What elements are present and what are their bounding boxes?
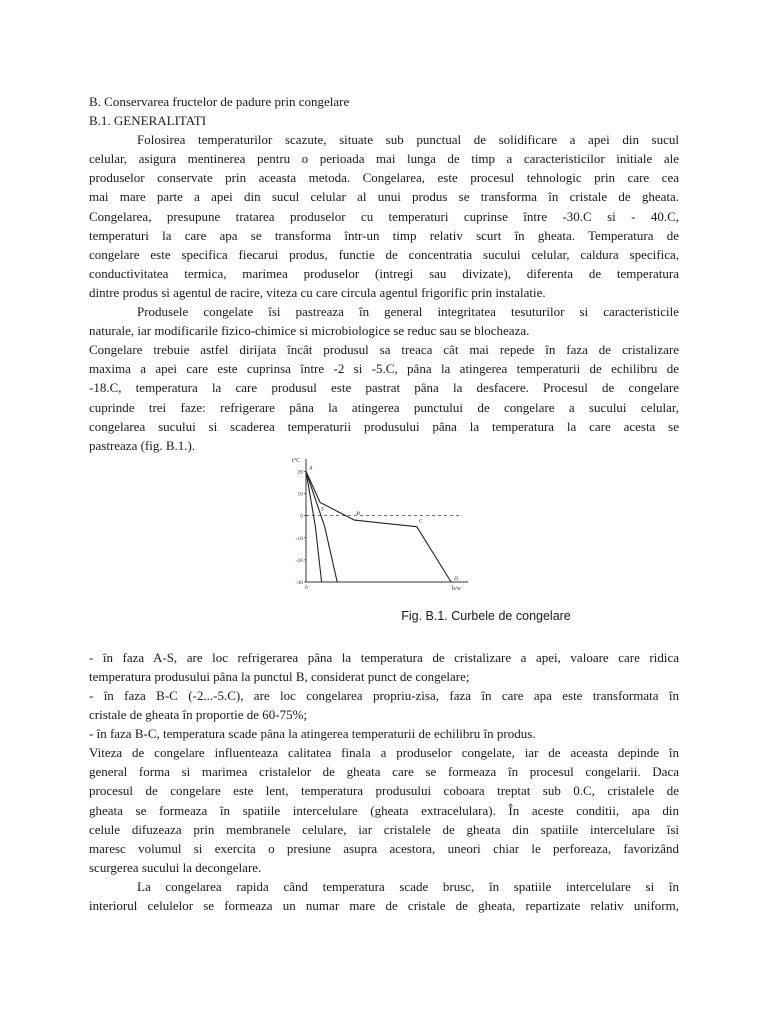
text-line: gheata se formeaza în spatiile intercelulare (gheata extracelulara). În aceste conditii, apa din: [89, 802, 679, 818]
text-line: conductivitatea termica, marimea produselor (intregi sau divizate), diferenta de temperatura: [89, 265, 679, 281]
freezing-curve-2: [306, 471, 337, 582]
text-line: dintre produs si agentul de racire, viteza cu care circula agentul frigorific prin instalatie.: [89, 284, 546, 300]
freezing-curve-1: [306, 471, 451, 582]
text-line: scurgerea sucului la decongelare.: [89, 859, 262, 875]
text-line: celular, asigura mentinerea pentru o perioada mai lunga de timp a caracteristicilor initiale ale: [89, 151, 679, 167]
paragraph-generalitati: [89, 130, 679, 302]
bullet-line: - în faza B-C (-2...-5.C), are loc congelarea propriu-zisa, faza în care apa este transformata în: [89, 687, 679, 703]
paragraph-viteza: [89, 743, 679, 877]
text-line: Congelare trebuie astfel dirijata încât produsul sa treaca cât mai repede în faza de cristalizare: [89, 342, 679, 358]
bullet-line: - în faza B-C, temperatura scade pâna la atingerea temperaturii de echilibru în produs.: [89, 726, 536, 742]
text-line: Congelarea, presupune tratarea produselor cu temperaturi cuprinse între -30.C si - 40.C,: [89, 208, 679, 224]
text-line: congelare este specifica fiecarui produs, functie de concentratia sucului celular, caldura specifica,: [89, 246, 679, 262]
x-origin-label: 0: [305, 584, 308, 591]
phase-list: [89, 648, 679, 743]
text-line: mai mare parte a apei din sucul celular al unui produs se transforma în cristale de gheata.: [89, 189, 679, 205]
x-axis-label: h/w: [452, 585, 461, 592]
text-line: Viteza de congelare influenteaza calitatea finala a produselor congelate, iar de aceasta depinde în: [89, 745, 679, 761]
section-subtitle: B.1. GENERALITATI: [89, 113, 207, 129]
text-line: pastreaza (fig. B.1.).: [89, 437, 196, 453]
figure-freezing-curves: [89, 455, 679, 648]
bullet-line: cristale de gheata în proportie de 60-75%;: [89, 707, 308, 723]
curve-point-label: C: [418, 518, 423, 525]
figure-caption: Fig. B.1. Curbele de congelare: [401, 608, 571, 623]
text-line: temperaturi la care apa se transforma într-un timp relativ scurt în gheata. Temperatura de: [89, 227, 679, 243]
section-title: B. Conservarea fructelor de padure prin congelare: [89, 94, 350, 109]
text-line: maresc volumul si exercita o presiune asupra acestora, uneori chiar le perforeaza, favorizând: [89, 840, 679, 856]
chart-curves: [306, 471, 451, 582]
text-line: congelarea sucului si scaderea temperaturii produsului pâna la temperatura la care acesta se: [89, 418, 679, 434]
text-line: naturale, iar modificarile fizico-chimice si microbiologice se reduc sau se blocheaza.: [89, 323, 530, 339]
text-line: cuprinde trei faze: refrigerare pâna la atingerea punctului de congelare a sucului celular,: [89, 399, 679, 415]
text-line: interiorul celulelor se formeaza un numar mare de cristale de gheata, repartizate relativ uniform,: [89, 898, 679, 913]
bullet-line: - în faza A-S, are loc refrigerarea pâna la temperatura de cristalizare a apei, valoare care ridica: [89, 649, 679, 665]
paragraph-dirijare: [89, 340, 679, 455]
y-tick-label: -10: [295, 535, 303, 542]
paragraph-integritate: [89, 302, 679, 340]
y-tick-label: -30: [295, 579, 303, 586]
y-axis-label: t°C: [292, 457, 301, 464]
curve-point-label: A: [309, 465, 313, 472]
y-tick-label: 20: [297, 469, 303, 476]
text-line: Produsele congelate îsi pastreaza în general integritatea tesuturilor si caracteristicile: [137, 304, 679, 320]
text-line: celule difuzeaza prin membranele celulare, iar cristalele de gheata din spatiile intercelulare îsi: [89, 821, 679, 837]
chart-point-labels: [308, 465, 458, 582]
y-tick-label: 0: [300, 513, 303, 520]
curve-point-label: D: [454, 575, 459, 582]
text-line: Folosirea temperaturilor scazute, situate sub punctual de solidificare a apei din sucul: [137, 132, 679, 148]
text-line: general forma si marimea cristalelor de gheata care se formeaza în procesul congelarii. Daca: [89, 764, 679, 780]
y-tick-label: -20: [295, 557, 303, 564]
text-line: maxima a apei care este cuprinsa între -2 si -5.C, pâna la atingerea temperaturii de echilibru de: [89, 361, 679, 377]
freezing-curve-chart: [284, 455, 484, 600]
text-line: procesul de congelare este lent, temperatura produsului coboara treptat sub 0.C, cristalele de: [89, 783, 679, 799]
curve-point-label: B: [356, 510, 360, 517]
text-line: La congelarea rapida când temperatura scade brusc, în spatiile intercelulare si în: [137, 878, 679, 894]
paragraph-rapida: [89, 877, 679, 915]
bullet-line: temperatura produsului pâna la punctul B, considerat punct de congelare;: [89, 668, 470, 684]
text-line: produselor conservate prin aceasta metoda. Congelarea, este procesul tehnologic prin care cea: [89, 170, 679, 186]
document-page: [89, 92, 679, 915]
y-tick-label: 10: [297, 491, 303, 498]
chart-axes: [292, 457, 468, 592]
curve-point-label: S: [321, 506, 324, 513]
text-line: -18.C, temperatura la care produsul este pastrat pâna la desfacere. Procesul de congelare: [89, 380, 679, 396]
